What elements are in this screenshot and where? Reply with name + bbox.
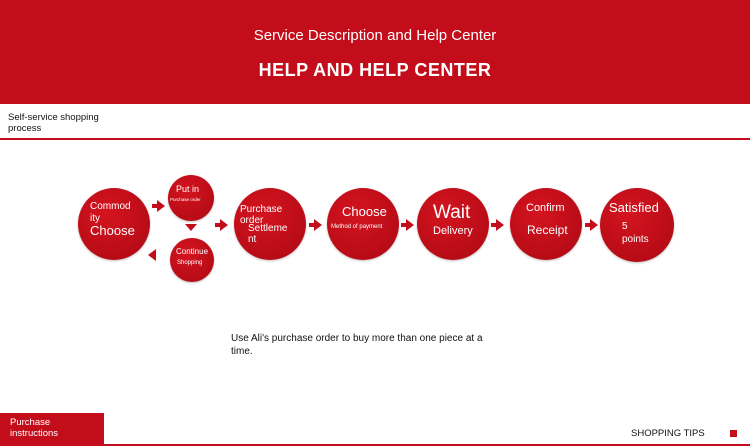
step-payment-line1: Choose — [342, 204, 387, 219]
step-continue-shopping[interactable] — [170, 238, 214, 282]
arrow-right-icon — [314, 219, 322, 231]
header-subtitle: Service Description and Help Center — [253, 27, 497, 44]
section-label: Self-service shopping process — [8, 112, 99, 134]
step-choose-commodity-line1: Commod — [90, 201, 131, 212]
step-put-in-order[interactable] — [168, 175, 214, 221]
shopping-tips-link[interactable]: SHOPPING TIPS — [631, 428, 705, 439]
step-choose-commodity[interactable] — [78, 188, 150, 260]
step-confirm-line2: Receipt — [527, 223, 568, 237]
step-choose-payment[interactable] — [327, 188, 399, 260]
step-satisfied-line1: Satisfied — [609, 200, 659, 215]
arrow-right-icon — [496, 219, 504, 231]
arrow-right-icon — [220, 219, 228, 231]
step-settlement-line4: nt — [248, 234, 257, 245]
arrow-left-icon — [148, 249, 156, 261]
step-satisfied-line3: points — [622, 234, 649, 245]
purchase-order-note: Use Ali's purchase order to buy more than one piece at a time. — [231, 333, 483, 357]
arrow-up-right-icon — [157, 200, 165, 212]
header-title: HELP AND HELP CENTER — [258, 60, 492, 80]
purchase-instructions-label: Purchase instructions — [10, 417, 59, 439]
step-settlement-line3: Settleme — [248, 223, 288, 234]
header-banner — [0, 0, 750, 104]
step-satisfied-line2: 5 — [622, 221, 628, 232]
step-satisfied[interactable] — [600, 188, 674, 262]
step-confirm-line1: Confirm — [526, 202, 565, 214]
step-wait-line1: Wait — [433, 202, 471, 223]
step-continue-line2: Shopping — [177, 260, 203, 266]
arrow-down-icon — [185, 224, 197, 231]
step-settlement-line1: Purchase — [240, 204, 283, 215]
purchase-instructions-tab[interactable] — [0, 413, 104, 446]
step-settlement-line2: order — [240, 215, 264, 226]
arrow-right-icon — [406, 219, 414, 231]
step-wait-delivery[interactable] — [417, 188, 489, 260]
square-icon — [730, 430, 737, 437]
step-put-in-line2: Purchase order — [170, 197, 201, 202]
step-purchase-order-settlement[interactable] — [234, 188, 306, 260]
step-wait-line2: Delivery — [433, 225, 473, 237]
step-payment-line2: Method of payment — [331, 224, 383, 230]
arrow-right-icon — [590, 219, 598, 231]
step-put-in-line1: Put in — [176, 184, 200, 194]
section-divider — [0, 138, 750, 140]
step-confirm-receipt[interactable] — [510, 188, 582, 260]
step-continue-line1: Continue — [176, 247, 209, 256]
step-choose-commodity-line3: Choose — [90, 223, 135, 238]
step-choose-commodity-line2: ity — [90, 213, 100, 224]
